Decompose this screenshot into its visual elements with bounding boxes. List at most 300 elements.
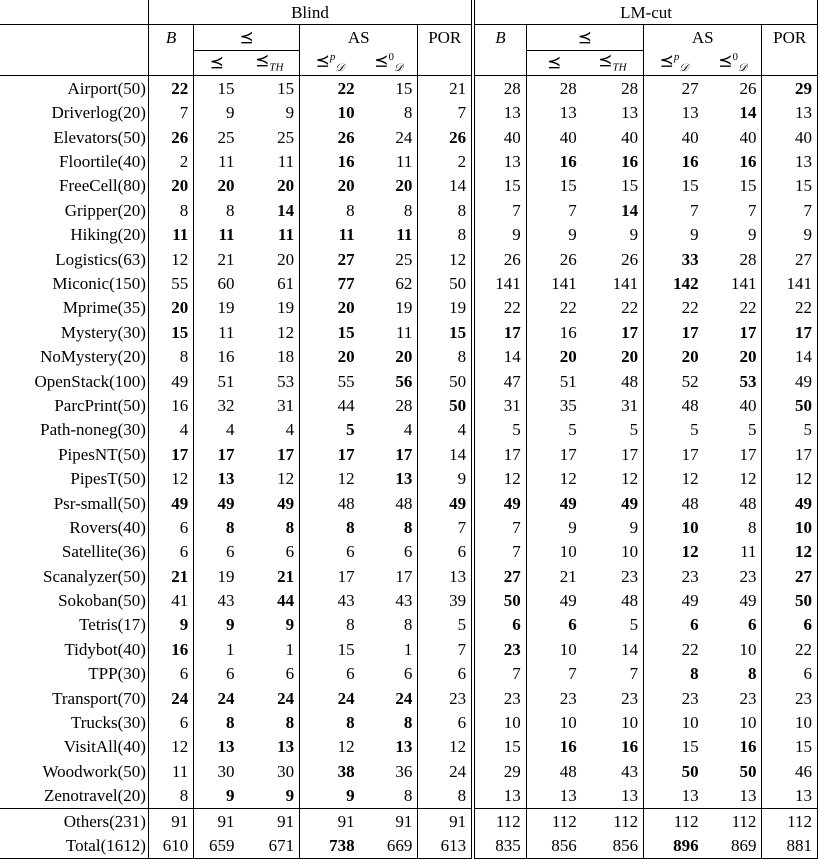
cell-lmcut-1: 9 [526, 515, 582, 539]
col-prec-th-blind: $⪯_{TH}$ [240, 50, 300, 75]
col-prec-d-0-lmcut: ⪯$^0_𝒟$ [704, 50, 762, 75]
cell-lmcut-3: 48 [644, 393, 704, 417]
cell-blind-5: 12 [418, 247, 473, 271]
cell-lmcut-4: 48 [739, 493, 757, 513]
cell-lmcut-0: 6 [473, 613, 526, 637]
cell-lmcut-5: 10 [762, 515, 818, 539]
cell-blind-2: 12 [277, 469, 295, 489]
cell-blind-2: 13 [277, 737, 295, 757]
cell-lmcut-1: 28 [526, 76, 582, 101]
cell-blind-5: 15 [418, 320, 473, 344]
cell-blind-5: 6 [418, 540, 473, 564]
cell-blind-2: 9 [285, 615, 295, 635]
cell-blind-2: 25 [277, 127, 295, 147]
cell-lmcut-3: 33 [644, 247, 704, 271]
cell-blind-3: 17 [300, 442, 360, 466]
cell-lmcut-0: 112 [473, 808, 526, 833]
row-domain-name: Sokoban(50) [58, 591, 146, 611]
col-b-lmcut: B [473, 25, 526, 50]
cell-blind-1: 9 [194, 784, 240, 809]
col-por-lmcut: POR [762, 25, 818, 50]
cell-lmcut-5: 12 [762, 540, 818, 564]
cell-lmcut-5: 40 [762, 125, 818, 149]
cell-lmcut-0: 7 [473, 515, 526, 539]
cell-lmcut-3: 49 [644, 588, 704, 612]
cell-lmcut-1: 13 [526, 784, 582, 809]
cell-blind-0: 16 [148, 393, 193, 417]
cell-blind-2: 4 [285, 420, 295, 440]
table-row [0, 174, 818, 198]
table-row [0, 393, 818, 417]
table-row [0, 637, 818, 661]
cell-lmcut-0: 22 [473, 296, 526, 320]
cell-blind-1: 9 [194, 613, 240, 637]
cell-lmcut-2: 20 [621, 347, 639, 367]
cell-lmcut-1: 51 [526, 369, 582, 393]
cell-lmcut-0: 50 [473, 588, 526, 612]
cell-blind-3: 6 [300, 662, 360, 686]
cell-lmcut-4: 23 [739, 566, 757, 586]
cell-lmcut-4: 5 [747, 420, 757, 440]
cell-lmcut-4: 10 [739, 713, 757, 733]
cell-blind-0: 12 [148, 466, 193, 490]
cell-lmcut-1: 856 [526, 833, 582, 858]
row-domain-name: Others(231) [0, 808, 148, 833]
cell-lmcut-0: 14 [473, 344, 526, 368]
cell-lmcut-3: 48 [644, 491, 704, 515]
cell-blind-1: 13 [194, 735, 240, 759]
cell-lmcut-4: 6 [747, 615, 757, 635]
cell-blind-3: 16 [300, 149, 360, 173]
cell-blind-5: 7 [418, 101, 473, 125]
domain-rows [0, 76, 818, 809]
cell-lmcut-2: 16 [621, 737, 639, 757]
cell-blind-3: 48 [300, 491, 360, 515]
cell-blind-3: 11 [300, 223, 360, 247]
cell-lmcut-2: 43 [621, 761, 639, 781]
table-row [0, 247, 818, 271]
cell-blind-5: 4 [418, 418, 473, 442]
cell-lmcut-0: 29 [473, 759, 526, 783]
cell-blind-2: 1 [285, 639, 295, 659]
cell-blind-4: 19 [395, 298, 413, 318]
col-prec-d-p-blind: ⪯$^p_𝒟$ [300, 50, 360, 75]
cell-lmcut-1: 26 [526, 247, 582, 271]
cell-lmcut-2: 12 [621, 469, 639, 489]
cell-blind-5: 19 [418, 296, 473, 320]
cell-blind-1: 19 [194, 296, 240, 320]
cell-blind-4: 17 [395, 566, 413, 586]
cell-lmcut-3: 13 [644, 784, 704, 809]
cell-lmcut-1: 9 [526, 223, 582, 247]
table-row [0, 320, 818, 344]
cell-lmcut-3: 10 [644, 710, 704, 734]
cell-blind-5: 24 [418, 759, 473, 783]
cell-blind-1: 11 [194, 149, 240, 173]
cell-lmcut-5: 50 [762, 393, 818, 417]
cell-blind-5: 2 [418, 149, 473, 173]
cell-blind-0: 91 [148, 808, 193, 833]
cell-lmcut-4: 22 [739, 298, 757, 318]
cell-blind-2: 61 [277, 273, 295, 293]
table-row [0, 613, 818, 637]
cell-lmcut-1: 23 [526, 686, 582, 710]
table-row [0, 125, 818, 149]
cell-blind-3: 43 [300, 588, 360, 612]
cell-blind-1: 20 [194, 174, 240, 198]
cell-blind-3: 738 [300, 833, 360, 858]
cell-blind-4: 24 [395, 127, 413, 147]
cell-lmcut-1: 5 [526, 418, 582, 442]
cell-blind-0: 21 [148, 564, 193, 588]
cell-lmcut-1: 16 [526, 735, 582, 759]
cell-lmcut-4: 12 [739, 469, 757, 489]
cell-blind-4: 24 [395, 688, 413, 708]
cell-blind-4: 20 [395, 347, 413, 367]
cell-lmcut-0: 40 [473, 125, 526, 149]
cell-blind-3: 24 [300, 686, 360, 710]
cell-lmcut-4: 28 [739, 249, 757, 269]
cell-lmcut-1: 48 [526, 759, 582, 783]
col-prec-group-blind: ⪯ [194, 25, 300, 50]
row-domain-name: NoMystery(20) [40, 347, 146, 367]
cell-lmcut-4: 13 [739, 786, 757, 806]
cell-lmcut-0: 835 [473, 833, 526, 858]
cell-blind-3: 12 [300, 735, 360, 759]
cell-lmcut-3: 896 [644, 833, 704, 858]
cell-lmcut-0: 13 [473, 784, 526, 809]
cell-lmcut-5: 46 [762, 759, 818, 783]
cell-blind-0: 15 [148, 320, 193, 344]
cell-lmcut-2: 112 [582, 808, 644, 833]
cell-lmcut-3: 23 [644, 564, 704, 588]
cell-blind-3: 22 [300, 76, 360, 101]
cell-lmcut-3: 8 [644, 662, 704, 686]
cell-blind-4: 8 [403, 517, 413, 537]
cell-blind-5: 8 [418, 784, 473, 809]
cell-lmcut-0: 13 [473, 149, 526, 173]
col-por-blind: POR [418, 25, 473, 50]
cell-blind-4: 17 [395, 444, 413, 464]
cell-blind-5: 7 [418, 637, 473, 661]
table-row [0, 369, 818, 393]
cell-lmcut-2: 5 [629, 420, 639, 440]
cell-lmcut-5: 23 [762, 686, 818, 710]
cell-lmcut-0: 13 [473, 101, 526, 125]
cell-lmcut-5: 49 [762, 369, 818, 393]
cell-blind-5: 23 [418, 686, 473, 710]
cell-blind-0: 11 [148, 759, 193, 783]
cell-blind-5: 613 [418, 833, 473, 858]
cell-blind-1: 43 [194, 588, 240, 612]
cell-lmcut-5: 13 [762, 784, 818, 809]
cell-lmcut-4: 20 [739, 347, 757, 367]
cell-blind-1: 659 [194, 833, 240, 858]
cell-blind-5: 6 [418, 662, 473, 686]
cell-lmcut-4: 9 [747, 225, 757, 245]
cell-lmcut-3: 15 [644, 174, 704, 198]
summary-row [0, 833, 818, 858]
cell-lmcut-2: 7 [629, 664, 639, 684]
cell-blind-4: 25 [395, 249, 413, 269]
cell-blind-3: 27 [300, 247, 360, 271]
cell-blind-2: 49 [277, 493, 295, 513]
cell-lmcut-1: 7 [526, 662, 582, 686]
row-domain-name: Zenotravel(20) [43, 786, 146, 806]
table-row [0, 271, 818, 295]
row-domain-name: Scanalyzer(50) [43, 566, 146, 586]
cell-blind-2: 44 [277, 591, 295, 611]
cell-lmcut-1: 40 [526, 125, 582, 149]
cell-blind-4: 15 [395, 78, 413, 98]
cell-lmcut-4: 16 [739, 737, 757, 757]
cell-lmcut-5: 22 [762, 296, 818, 320]
cell-lmcut-5: 13 [762, 101, 818, 125]
cell-blind-2: 15 [277, 78, 295, 98]
cell-lmcut-1: 141 [526, 271, 582, 295]
cell-lmcut-2: 28 [621, 78, 639, 98]
cell-lmcut-4: 16 [739, 152, 757, 172]
row-domain-name: Path-noneg(30) [40, 420, 146, 440]
cell-blind-0: 8 [148, 784, 193, 809]
cell-lmcut-0: 23 [473, 686, 526, 710]
corner-cell [0, 0, 148, 25]
cell-lmcut-4: 40 [739, 395, 757, 415]
cell-blind-5: 14 [418, 174, 473, 198]
cell-blind-1: 25 [194, 125, 240, 149]
cell-blind-3: 91 [300, 808, 360, 833]
cell-lmcut-3: 20 [644, 344, 704, 368]
table-row [0, 101, 818, 125]
cell-lmcut-4: 7 [747, 200, 757, 220]
cell-blind-0: 16 [148, 637, 193, 661]
cell-blind-2: 24 [277, 688, 295, 708]
row-domain-name: TPP(30) [88, 664, 146, 684]
cell-lmcut-2: 10 [621, 713, 639, 733]
cell-lmcut-5: 12 [762, 466, 818, 490]
summary-row [0, 808, 818, 833]
cell-blind-4: 56 [395, 371, 413, 391]
cell-lmcut-4: 112 [704, 808, 762, 833]
cell-blind-0: 6 [148, 540, 193, 564]
cell-lmcut-1: 112 [526, 808, 582, 833]
cell-lmcut-2: 48 [621, 591, 639, 611]
col-prec-th-lmcut: $⪯_{TH}$ [582, 50, 644, 75]
cell-lmcut-3: 23 [644, 686, 704, 710]
cell-blind-3: 15 [300, 637, 360, 661]
cell-lmcut-4: 10 [739, 639, 757, 659]
table-row [0, 735, 818, 759]
row-domain-name: Satellite(36) [61, 542, 146, 562]
cell-blind-2: 20 [277, 176, 295, 196]
cell-lmcut-3: 12 [644, 466, 704, 490]
cell-lmcut-3: 12 [644, 540, 704, 564]
cell-blind-3: 10 [300, 101, 360, 125]
cell-blind-4: 20 [395, 176, 413, 196]
cell-lmcut-2: 23 [621, 566, 639, 586]
row-domain-name: Floortile(40) [59, 152, 146, 172]
row-domain-name: Tidybot(40) [64, 639, 146, 659]
table-row [0, 710, 818, 734]
row-domain-name: Psr-small(50) [53, 493, 146, 513]
cell-blind-4: 669 [360, 833, 418, 858]
cell-lmcut-2: 48 [621, 371, 639, 391]
cell-blind-0: 7 [148, 101, 193, 125]
cell-lmcut-5: 141 [762, 271, 818, 295]
table-row [0, 344, 818, 368]
cell-blind-3: 26 [300, 125, 360, 149]
cell-lmcut-2: 26 [621, 249, 639, 269]
cell-lmcut-3: 27 [644, 76, 704, 101]
cell-lmcut-1: 21 [526, 564, 582, 588]
cell-blind-4: 8 [403, 200, 413, 220]
table-row [0, 515, 818, 539]
cell-lmcut-0: 28 [473, 76, 526, 101]
cell-blind-4: 13 [395, 737, 413, 757]
cell-blind-2: 11 [277, 152, 295, 172]
cell-lmcut-4: 50 [739, 761, 757, 781]
cell-lmcut-1: 49 [526, 588, 582, 612]
cell-lmcut-0: 49 [473, 491, 526, 515]
cell-lmcut-0: 12 [473, 466, 526, 490]
cell-blind-5: 49 [418, 491, 473, 515]
cell-lmcut-4: 869 [704, 833, 762, 858]
cell-blind-2: 91 [240, 808, 300, 833]
cell-lmcut-0: 23 [473, 637, 526, 661]
cell-lmcut-4: 8 [747, 664, 757, 684]
cell-lmcut-4: 11 [740, 542, 757, 562]
cell-lmcut-2: 16 [621, 152, 639, 172]
cell-lmcut-3: 40 [644, 125, 704, 149]
cell-lmcut-2: 40 [621, 127, 639, 147]
row-domain-name: Airport(50) [67, 78, 146, 98]
row-domain-name: Elevators(50) [53, 127, 146, 147]
cell-blind-4: 8 [403, 786, 413, 806]
cell-lmcut-1: 7 [526, 198, 582, 222]
cell-blind-1: 32 [194, 393, 240, 417]
cell-lmcut-1: 6 [526, 613, 582, 637]
cell-blind-0: 8 [148, 344, 193, 368]
cell-lmcut-0: 10 [473, 710, 526, 734]
cell-blind-4: 6 [403, 542, 413, 562]
cell-blind-5: 14 [418, 442, 473, 466]
cell-blind-0: 49 [148, 491, 193, 515]
cell-blind-2: 30 [277, 761, 295, 781]
cell-lmcut-2: 17 [621, 444, 639, 464]
cell-lmcut-5: 7 [762, 198, 818, 222]
cell-blind-5: 7 [418, 515, 473, 539]
cell-lmcut-0: 15 [473, 174, 526, 198]
cell-blind-4: 43 [395, 591, 413, 611]
table-row [0, 491, 818, 515]
cell-blind-1: 16 [194, 344, 240, 368]
cell-blind-3: 8 [300, 515, 360, 539]
cell-lmcut-2: 13 [621, 786, 639, 806]
col-prec-group-lmcut: ⪯ [526, 25, 643, 50]
cell-lmcut-2: 22 [621, 298, 639, 318]
cell-lmcut-1: 13 [526, 101, 582, 125]
cell-lmcut-3: 6 [644, 613, 704, 637]
row-domain-name: PipesNT(50) [58, 444, 146, 464]
row-domain-name: Miconic(150) [52, 273, 146, 293]
cell-lmcut-4: 26 [739, 78, 757, 98]
cell-blind-3: 55 [300, 369, 360, 393]
cell-lmcut-1: 12 [526, 466, 582, 490]
cell-lmcut-2: 17 [621, 322, 639, 342]
cell-lmcut-2: 856 [582, 833, 644, 858]
cell-blind-2: 14 [277, 200, 295, 220]
row-domain-name: Mystery(30) [60, 322, 146, 342]
cell-blind-4: 11 [396, 152, 413, 172]
row-domain-name: PipesT(50) [70, 469, 146, 489]
cell-blind-3: 38 [300, 759, 360, 783]
row-domain-name: FreeCell(80) [59, 176, 146, 196]
cell-lmcut-3: 142 [644, 271, 704, 295]
cell-lmcut-1: 35 [526, 393, 582, 417]
cell-lmcut-4: 40 [739, 127, 757, 147]
cell-blind-2: 6 [285, 664, 295, 684]
cell-blind-2: 671 [240, 833, 300, 858]
cell-lmcut-3: 15 [644, 735, 704, 759]
cell-blind-1: 4 [194, 418, 240, 442]
cell-blind-2: 17 [277, 444, 295, 464]
cell-blind-4: 8 [403, 615, 413, 635]
row-domain-name: VisitAll(40) [63, 737, 146, 757]
cell-lmcut-5: 22 [762, 637, 818, 661]
cell-blind-5: 8 [418, 223, 473, 247]
cell-blind-3: 20 [300, 296, 360, 320]
cell-blind-3: 8 [300, 198, 360, 222]
cell-blind-0: 24 [148, 686, 193, 710]
cell-blind-1: 60 [194, 271, 240, 295]
cell-lmcut-2: 9 [629, 225, 639, 245]
table-row [0, 564, 818, 588]
cell-lmcut-4: 15 [739, 176, 757, 196]
cell-blind-4: 6 [403, 664, 413, 684]
cell-blind-1: 11 [194, 223, 240, 247]
cell-blind-2: 12 [277, 322, 295, 342]
cell-blind-4: 4 [403, 420, 413, 440]
cell-blind-3: 8 [300, 710, 360, 734]
cell-blind-1: 91 [194, 808, 240, 833]
cell-lmcut-5: 13 [762, 149, 818, 173]
cell-blind-1: 49 [194, 491, 240, 515]
cell-lmcut-3: 5 [644, 418, 704, 442]
cell-blind-1: 11 [194, 320, 240, 344]
cell-lmcut-0: 27 [473, 564, 526, 588]
row-domain-name: Rovers(40) [69, 517, 146, 537]
cell-lmcut-5: 9 [762, 223, 818, 247]
table-row [0, 686, 818, 710]
cell-blind-0: 49 [148, 369, 193, 393]
cell-lmcut-0: 7 [473, 540, 526, 564]
cell-lmcut-4: 17 [739, 444, 757, 464]
row-domain-name: Hiking(20) [70, 225, 146, 245]
group-lmcut: LM-cut [473, 0, 817, 25]
cell-blind-4: 13 [395, 469, 413, 489]
cell-lmcut-3: 52 [644, 369, 704, 393]
col-as-group-blind: AS [300, 25, 418, 50]
cell-lmcut-0: 5 [473, 418, 526, 442]
cell-lmcut-1: 20 [526, 344, 582, 368]
cell-blind-4: 8 [403, 103, 413, 123]
cell-blind-5: 50 [418, 271, 473, 295]
table-row [0, 296, 818, 320]
row-domain-name: Logistics(63) [55, 249, 146, 269]
cell-lmcut-4: 8 [747, 517, 757, 537]
cell-blind-4: 48 [395, 493, 413, 513]
cell-blind-0: 41 [148, 588, 193, 612]
